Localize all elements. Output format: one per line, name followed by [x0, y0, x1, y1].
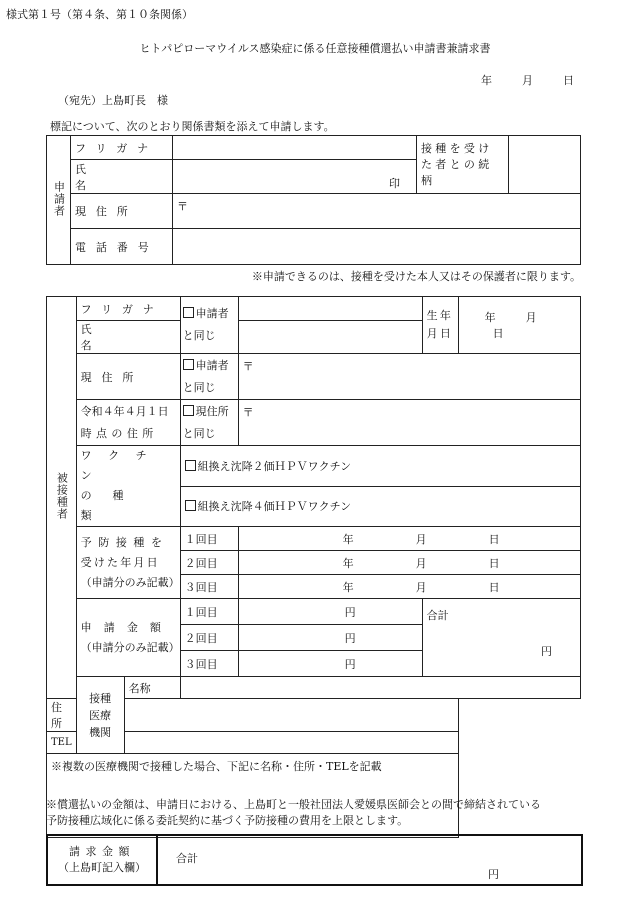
dose-1-label: １回目	[180, 527, 238, 551]
recipient-name-label: 氏名	[76, 321, 180, 354]
clinic-name-field[interactable]	[180, 677, 580, 699]
applicant-phone-label: 電話番号	[71, 229, 173, 265]
applicant-section-label: 申請者	[47, 136, 71, 265]
clinic-tel-field[interactable]	[124, 732, 458, 754]
checkbox-icon[interactable]	[183, 405, 194, 416]
recipient-section-label: 被接種者	[47, 297, 77, 699]
recipient-address-label: 現住所	[76, 354, 180, 400]
applicant-address-field[interactable]	[173, 194, 581, 229]
recipient-furigana-field[interactable]	[238, 297, 422, 321]
date-day: 日	[563, 74, 574, 87]
amount-dose-1-field[interactable]: 円	[238, 599, 422, 625]
amount-dose-2-field[interactable]: 円	[238, 625, 422, 651]
recipient-furigana-label: フリガナ	[76, 297, 180, 321]
footer-note-line1: ※償還払いの金額は、申請日における、上島町と一般社団法人愛媛県医師会との間で締結されている	[46, 798, 541, 811]
seal-mark: 印	[389, 177, 400, 190]
checkbox-icon[interactable]	[185, 460, 196, 471]
date-year: 年	[481, 74, 492, 87]
applicant-table	[46, 135, 581, 265]
amount-dose-3-field[interactable]: 円	[238, 651, 422, 677]
form-title: ヒトパピローマウイルス感染症に係る任意接種償還払い申請書兼請求書	[139, 42, 491, 55]
birth-date-field[interactable]: 年 月日	[458, 297, 580, 354]
vaccine-option-4valent[interactable]: 組換え沈降４価ＨＰＶワクチン	[180, 486, 580, 527]
dose-2-label: ２回目	[180, 551, 238, 575]
amount-dose-3-label: ３回目	[180, 651, 238, 677]
clinic-address-label: 住所	[47, 699, 77, 732]
vaccine-type-label: ワクチン の種類	[76, 446, 180, 527]
past-address-field[interactable]: 〒	[238, 400, 580, 446]
applicant-note: ※申請できるのは、接種を受けた本人又はその保護者に限ります。	[251, 270, 581, 283]
clinic-label: 接種医療機関	[76, 677, 124, 754]
addressee: （宛先）上島町長 様	[58, 94, 168, 107]
footer-note-line2: 予防接種広域化に係る委託契約に基づく予防接種の費用を上限とします。	[46, 814, 409, 827]
recipient-same-as-applicant[interactable]: 申請者と同じ	[180, 297, 238, 354]
clinic-note: ※複数の医療機関で接種した場合、下記に名称・住所・TELを記載	[51, 760, 382, 773]
clinic-name-label: 名称	[124, 677, 180, 699]
postal-mark: 〒	[177, 200, 188, 213]
past-address-label: 令和４年４月１日 時点の住所	[76, 400, 180, 446]
applicant-name-field[interactable]	[173, 160, 417, 194]
dose-1-date[interactable]: 年 月 日	[238, 527, 580, 551]
checkbox-icon[interactable]	[183, 359, 194, 370]
applicant-phone-field[interactable]	[173, 229, 581, 265]
vaccine-option-2valent[interactable]: 組換え沈降２価ＨＰＶワクチン	[180, 446, 580, 487]
claim-label: 請求金額 （上島町記入欄）	[48, 836, 158, 884]
relation-field[interactable]	[509, 136, 581, 194]
claim-box	[46, 834, 583, 886]
dose-2-date[interactable]: 年 月 日	[238, 551, 580, 575]
applicant-furigana-label: フリガナ	[71, 136, 173, 160]
checkbox-icon[interactable]	[183, 307, 194, 318]
applicant-name-label: 氏名	[71, 160, 173, 194]
form-number: 様式第１号（第４条、第１０条関係）	[6, 8, 193, 21]
intro-text: 標記について、次のとおり関係書類を添えて申請します。	[50, 120, 335, 133]
checkbox-icon[interactable]	[185, 500, 196, 511]
amount-label: 申請金額 （申請分のみ記載）	[76, 599, 180, 677]
vaccination-date-label: 予防接種を 受けた年月日 （申請分のみ記載）	[76, 527, 180, 599]
amount-total-field[interactable]: 合計 円	[422, 599, 580, 677]
claim-total-label: 合計	[176, 852, 198, 865]
claim-amount-field[interactable]	[160, 836, 579, 884]
recipient-address-field[interactable]: 〒	[238, 354, 580, 400]
recipient-table	[46, 296, 581, 838]
recipient-name-field[interactable]	[238, 321, 422, 354]
past-address-same[interactable]: 現住所と同じ	[180, 400, 238, 446]
clinic-address-field[interactable]	[124, 699, 458, 732]
dose-3-label: ３回目	[180, 575, 238, 599]
recipient-address-same[interactable]: 申請者と同じ	[180, 354, 238, 400]
birth-date-label: 生年月日	[422, 297, 458, 354]
amount-dose-1-label: １回目	[180, 599, 238, 625]
relation-label: 接種を受けた者との続柄	[417, 136, 509, 194]
dose-3-date[interactable]: 年 月 日	[238, 575, 580, 599]
applicant-address-label: 現住所	[71, 194, 173, 229]
applicant-furigana-field[interactable]	[173, 136, 417, 160]
claim-yen: 円	[488, 868, 499, 881]
clinic-tel-label: TEL	[47, 732, 77, 754]
date-month: 月	[522, 74, 533, 87]
amount-dose-2-label: ２回目	[180, 625, 238, 651]
